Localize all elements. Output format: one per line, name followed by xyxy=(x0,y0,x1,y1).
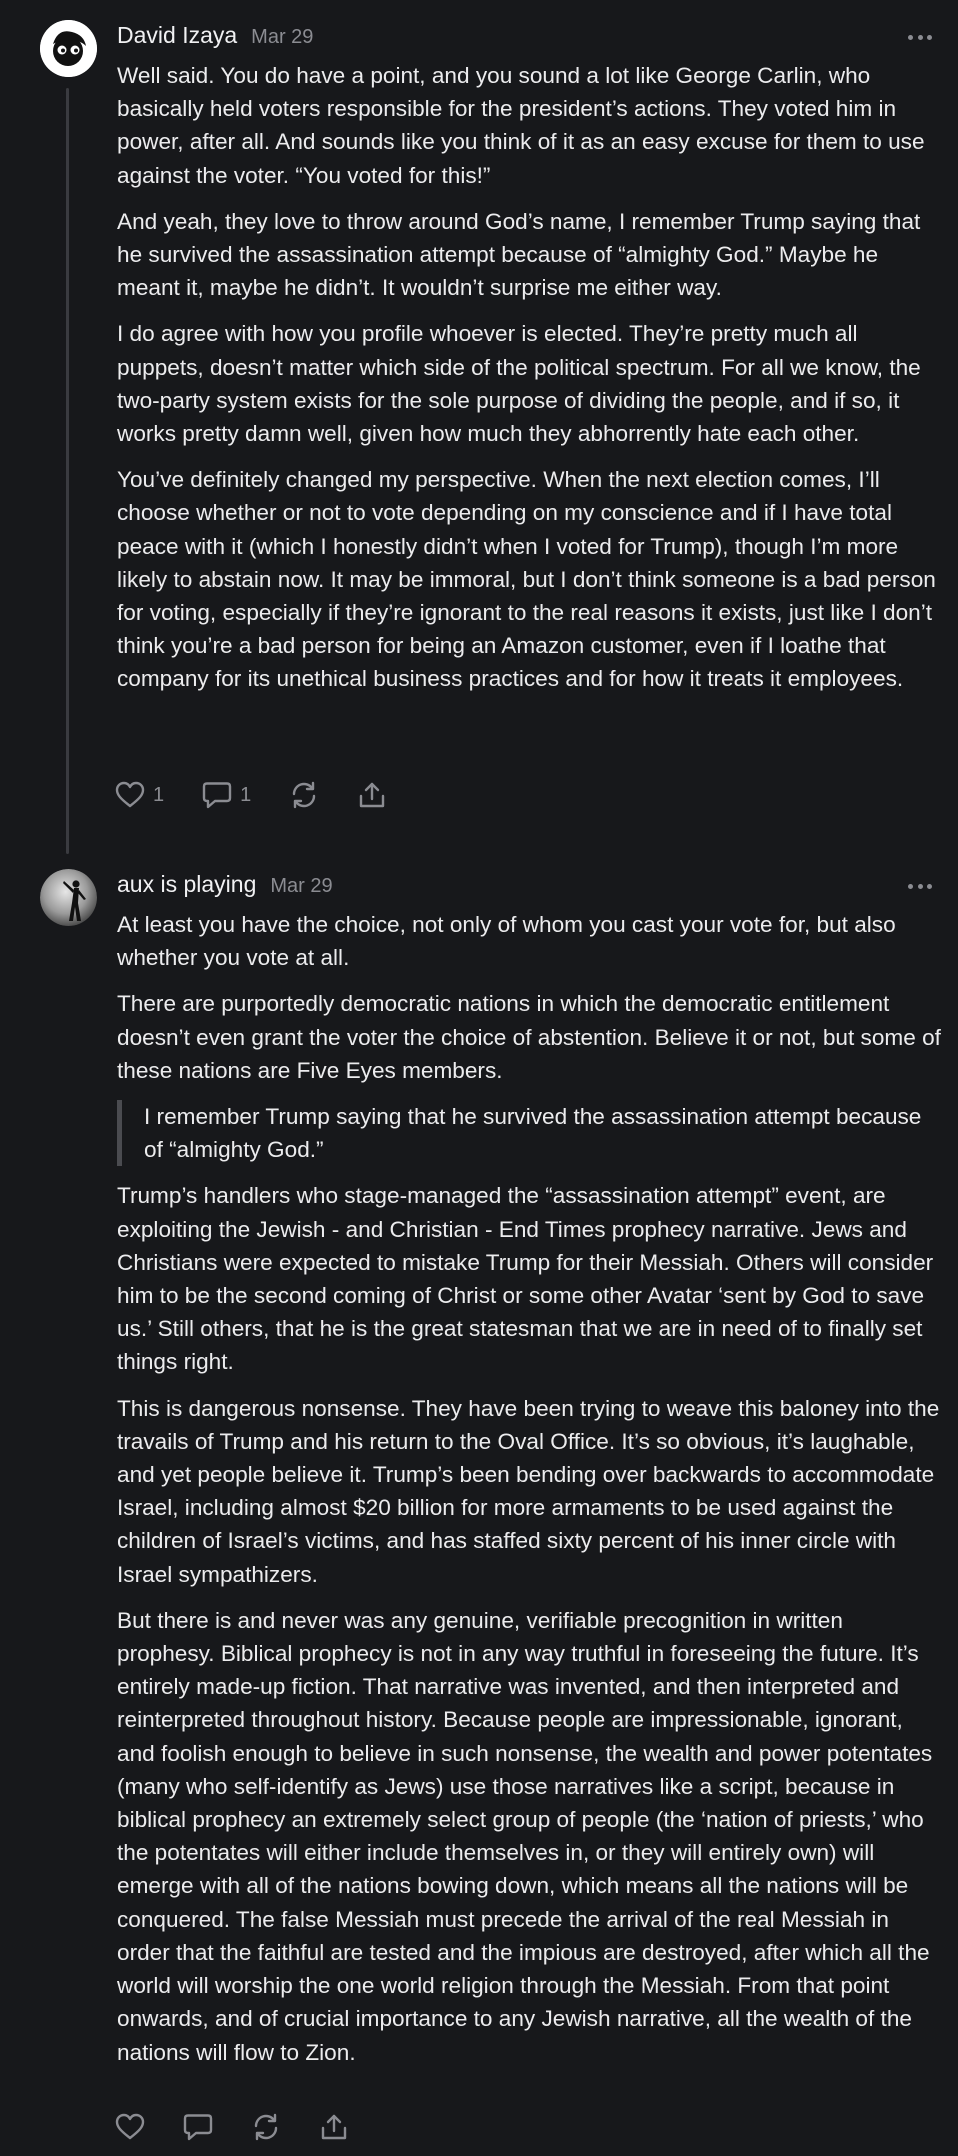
comment-paragraph: Well said. You do have a point, and you sound a lot like George Carlin, who basically held voters responsible for the president’s actions. They voted him in power, after all. And sounds like you think of it as an easy excuse for them to use against the voter. “You voted for this!” xyxy=(117,63,925,188)
thread-line xyxy=(66,88,69,854)
comment-icon xyxy=(183,2113,213,2141)
author-name[interactable]: David Izaya xyxy=(117,22,238,48)
avatar-icon xyxy=(40,869,97,926)
like-button[interactable] xyxy=(115,2113,145,2141)
restack-button[interactable] xyxy=(251,2113,281,2141)
comment-body xyxy=(117,908,941,2082)
restack-icon xyxy=(251,2113,281,2141)
reply-button[interactable] xyxy=(202,781,251,809)
comment-paragraph: Trump’s handlers who stage-managed the “assassination attempt” event, are exploiting the Jewish - and Christian - End Times prophecy narrative. Jews and Christians were expected to mistake Trump for their Messiah. Others will consider him to be the second coming of Christ or some other Avatar ‘sent by God to save us.’ Still others, that he is the great statesman that we are in need of to finally set things right. xyxy=(117,1183,934,1375)
comment-paragraph: There are purportedly democratic nations in which the democratic entitlement doesn’t even grant the voter the choice of abstention. Believe it or not, but some of these nations are Five Eyes members. xyxy=(117,991,941,1083)
comment-body xyxy=(117,59,941,709)
restack-icon xyxy=(289,781,319,809)
comment-date[interactable]: Mar 29 xyxy=(270,875,333,897)
comment-date[interactable]: Mar 29 xyxy=(251,26,314,48)
heart-icon xyxy=(115,781,145,809)
more-icon[interactable] xyxy=(908,32,932,42)
comment-paragraph: And yeah, they love to throw around God’s name, I remember Trump saying that he survived the assassination attempt because of “almighty God.” Maybe he meant it, maybe he didn’t. It wouldn’t surprise me either way. xyxy=(117,208,921,301)
avatar-icon xyxy=(40,20,97,77)
reply-button[interactable] xyxy=(183,2113,213,2141)
quoted-text: I remember Trump saying that he survived the assassination attempt because of “almighty God.” xyxy=(117,1100,941,1166)
more-icon[interactable] xyxy=(908,881,932,891)
share-button[interactable] xyxy=(357,781,387,809)
share-icon xyxy=(357,781,387,809)
author-name[interactable]: aux is playing xyxy=(117,871,257,897)
restack-button[interactable] xyxy=(289,781,319,809)
comment-icon xyxy=(202,781,232,809)
heart-icon xyxy=(115,2113,145,2141)
comment-header xyxy=(117,22,313,52)
comment-actions xyxy=(115,2110,387,2144)
comment-header xyxy=(117,871,333,901)
comment-paragraph: This is dangerous nonsense. They have been trying to weave this baloney into the travails of Trump and his return to the Oval Office. It’s so obvious, it’s laughable, and yet people believe it. Trump’s been bending over backwards to accommodate Israel, including almost $20 billion for more armaments to be used against the children of Israel’s victims, and has staffed sixty percent of his inner circle with Israel sympathizers. xyxy=(117,1395,940,1587)
avatar[interactable] xyxy=(40,869,97,926)
like-count: 1 xyxy=(153,783,165,806)
like-button[interactable] xyxy=(115,781,164,809)
comment-paragraph: I do agree with how you profile whoever is elected. They’re pretty much all puppets, doesn’t matter which side of the political spectrum. For all we know, the two-party system exists for the sole purpose of dividing the people, and if so, it works pretty damn well, given how much they abhorrently hate each other. xyxy=(117,321,921,447)
comment-paragraph: But there is and never was any genuine, verifiable precognition in written prophesy. Biblical prophecy is not in any way truthful in foreseeing the future. It’s entirely made-up fiction. That narrative was invented, and then interpreted and reinterpreted throughout history. Because people are impressionable, ignorant, and foolish enough to believe in such nonsense, the wealth and power potentates (many who self-identify as Jews) use those narratives like a script, because in biblical prophecy an extremely select group of people (the ‘nation of priests,’ who the potentates will either include themselves in, or they will entirely own) will emerge with all of the nations bowing down, which means all the nations will be conquered. The false Messiah must precede the arrival of the real Messiah in order that the faithful are tested and the impious are destroyed, after which all the world will worship the one world religion through the Messiah. From that point onwards, and of crucial importance to any Jewish narrative, all the wealth of the nations will flow to Zion. xyxy=(117,1607,933,2065)
reply-count: 1 xyxy=(240,783,252,806)
share-button[interactable] xyxy=(319,2113,349,2141)
share-icon xyxy=(319,2113,349,2141)
comment-actions xyxy=(115,778,425,812)
comment-paragraph: You’ve definitely changed my perspective. When the next election comes, I’ll choose whether or not to vote depending on my conscience and if I have total peace with it (which I honestly didn’t when I voted for Trump), though I’m more likely to abstain now. It may be immoral, but I don’t think someone is a bad person for voting, especially if they’re ignorant to the real reasons it exists, just like I don’t think you’re a bad person for being an Amazon customer, even if I loathe that company for its unethical business practices and for how it treats it employees. xyxy=(117,467,936,692)
comment-paragraph: At least you have the choice, not only of whom you cast your vote for, but also whether you vote at all. xyxy=(117,912,896,971)
avatar[interactable] xyxy=(40,20,97,77)
